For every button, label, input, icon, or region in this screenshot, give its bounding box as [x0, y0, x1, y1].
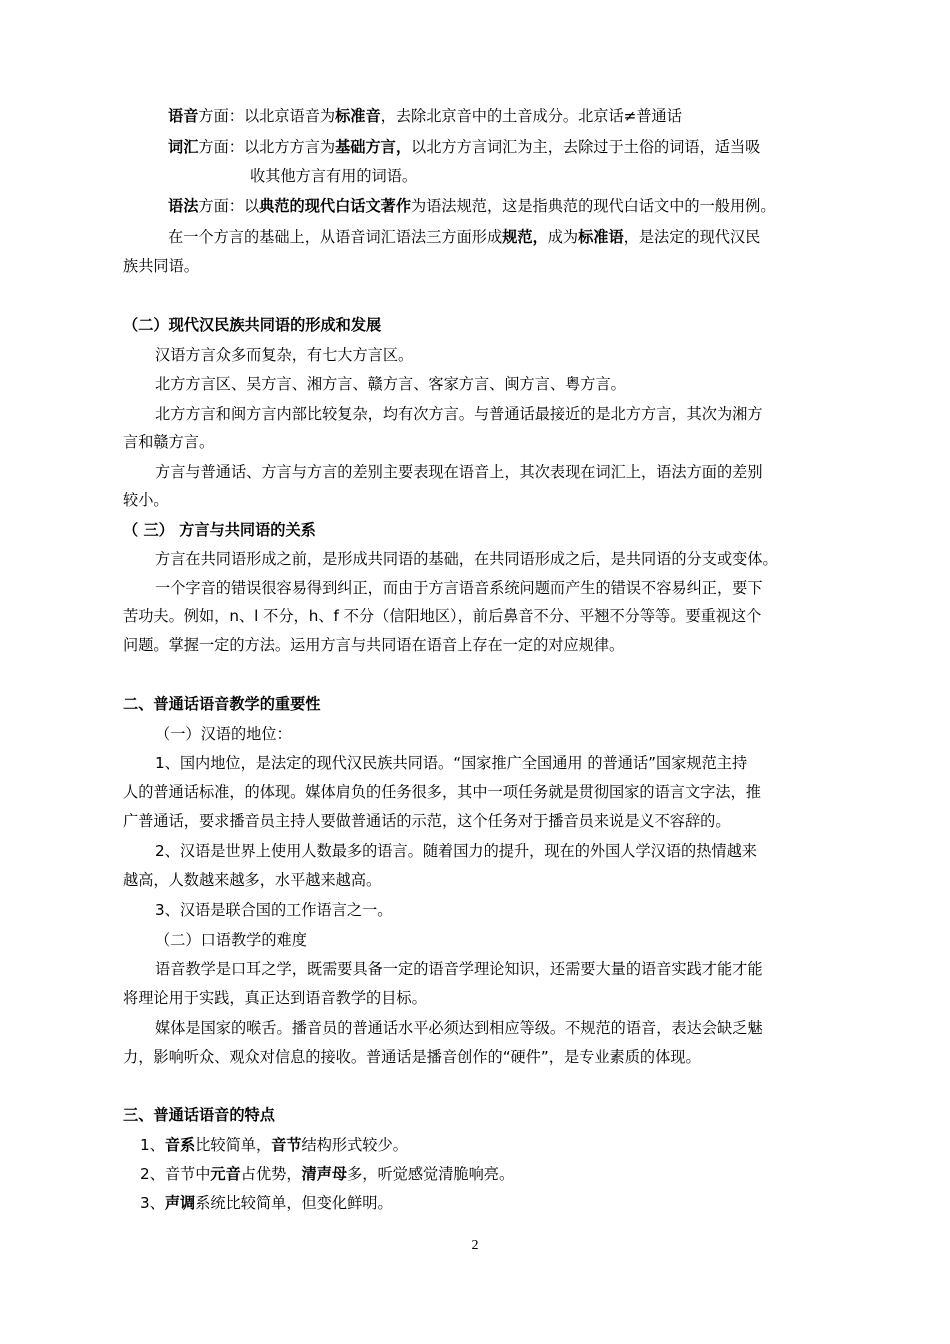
term-grammar: 语法	[168, 197, 199, 215]
paragraph-cont: 苦功夫。例如，n、l 不分，h、f 不分（信阳地区），前后鼻音不分、平翘不分等等。要重视这个	[123, 607, 762, 625]
part-three-heading: 三、普通话语音的特点	[123, 1106, 275, 1124]
paragraph: 一个字音的错误很容易得到纠正，而由于方言语音系统问题而产生的错误不容易纠正，要下	[155, 579, 763, 597]
feature-item: 3、声调系统比较简单，但变化鲜明。	[140, 1194, 393, 1212]
vocabulary-line-cont: 收其他方言有用的词语。	[250, 167, 418, 185]
paragraph-cont: 将理论用于实践，真正达到语音教学的目标。	[123, 989, 427, 1007]
list-item-cont: 越高，人数越来越多，水平越来越高。	[123, 871, 382, 889]
paragraph-cont: 问题。掌握一定的方法。运用方言与共同语在语音上存在一定的对应规律。	[123, 636, 625, 654]
term-model-works: 典范的现代白话文著作	[259, 197, 411, 215]
list-item-cont: 广普通话，要求播音员主持人要做普通话的示范，这个任务对于播音员来说是义不容辞的。	[123, 812, 731, 830]
summary-line-cont: 族共同语。	[123, 257, 199, 275]
subheading-status: （一）汉语的地位：	[155, 725, 292, 743]
part-two-heading: 二、普通话语音教学的重要性	[123, 695, 321, 713]
paragraph: 汉语方言众多而复杂，有七大方言区。	[155, 346, 414, 364]
paragraph-cont: 较小。	[123, 491, 169, 509]
term-standard-sound: 标准音	[335, 107, 381, 125]
term-standard-language: 标准语	[578, 228, 624, 246]
paragraph: 方言在共同语形成之前，是形成共同语的基础，在共同语形成之后，是共同语的分支或变体。	[155, 550, 778, 568]
feature-item: 1、音系比较简单，音节结构形式较少。	[140, 1136, 408, 1154]
page-number: 2	[471, 1238, 479, 1253]
list-item: 2、汉语是世界上使用人数最多的语言。随着国力的提升，现在的外国人学汉语的热情越来	[155, 842, 757, 860]
grammar-line: 语法方面：以典范的现代白话文著作为语法规范，这是指典范的现代白话文中的一般用例。	[168, 197, 776, 215]
vocabulary-line: 词汇方面：以北方方言为基础方言，以北方方言词汇为主，去除过于土俗的词语，适当吸	[168, 138, 761, 156]
paragraph: 方言与普通话、方言与方言的差别主要表现在语音上，其次表现在词汇上，语法方面的差别	[155, 463, 763, 481]
paragraph: 北方方言和闽方言内部比较复杂，均有次方言。与普通话最接近的是北方方言，其次为湘方	[155, 405, 763, 423]
paragraph-cont: 言和赣方言。	[123, 433, 215, 451]
summary-line: 在一个方言的基础上，从语音词汇语法三方面形成规范，成为标准语，是法定的现代汉民	[168, 228, 761, 246]
paragraph: 语音教学是口耳之学，既需要具备一定的语音学理论知识，还需要大量的语音实践才能才能	[155, 960, 763, 978]
paragraph: 媒体是国家的喉舌。播音员的普通话水平必须达到相应等级。不规范的语音，表达会缺乏魅	[155, 1019, 763, 1037]
list-item: 3、汉语是联合国的工作语言之一。	[155, 901, 393, 919]
term-phonetics: 语音	[168, 107, 199, 125]
paragraph-cont: 力，影响听众、观众对信息的接收。普通话是播音创作的“硬件”，是专业素质的体现。	[123, 1048, 701, 1066]
term-vocabulary: 词汇	[168, 138, 199, 156]
list-item-cont: 人的普通话标准，的体现。媒体肩负的任务很多，其中一项任务就是贯彻国家的语言文字法，推	[123, 783, 761, 801]
term-norm: 规范，	[502, 228, 548, 246]
paragraph: 北方方言区、吴方言、湘方言、赣方言、客家方言、闽方言、粤方言。	[155, 375, 626, 393]
section-heading-relation: （ 三） 方言与共同语的关系	[123, 521, 316, 539]
section-heading-formation: （二）现代汉民族共同语的形成和发展	[123, 316, 382, 334]
phonetics-line: 语音方面：以北京语音为标准音，去除北京音中的土音成分。北京话≠普通话	[168, 107, 682, 125]
list-item: 1、国内地位，是法定的现代汉民族共同语。“国家推广全国通用 的普通话”国家规范主持	[155, 754, 748, 772]
feature-item: 2、音节中元音占优势，清声母多，听觉感觉清脆响亮。	[140, 1165, 515, 1183]
subheading-difficulty: （二）口语教学的难度	[155, 931, 307, 949]
term-base-dialect: 基础方言，	[335, 138, 411, 156]
